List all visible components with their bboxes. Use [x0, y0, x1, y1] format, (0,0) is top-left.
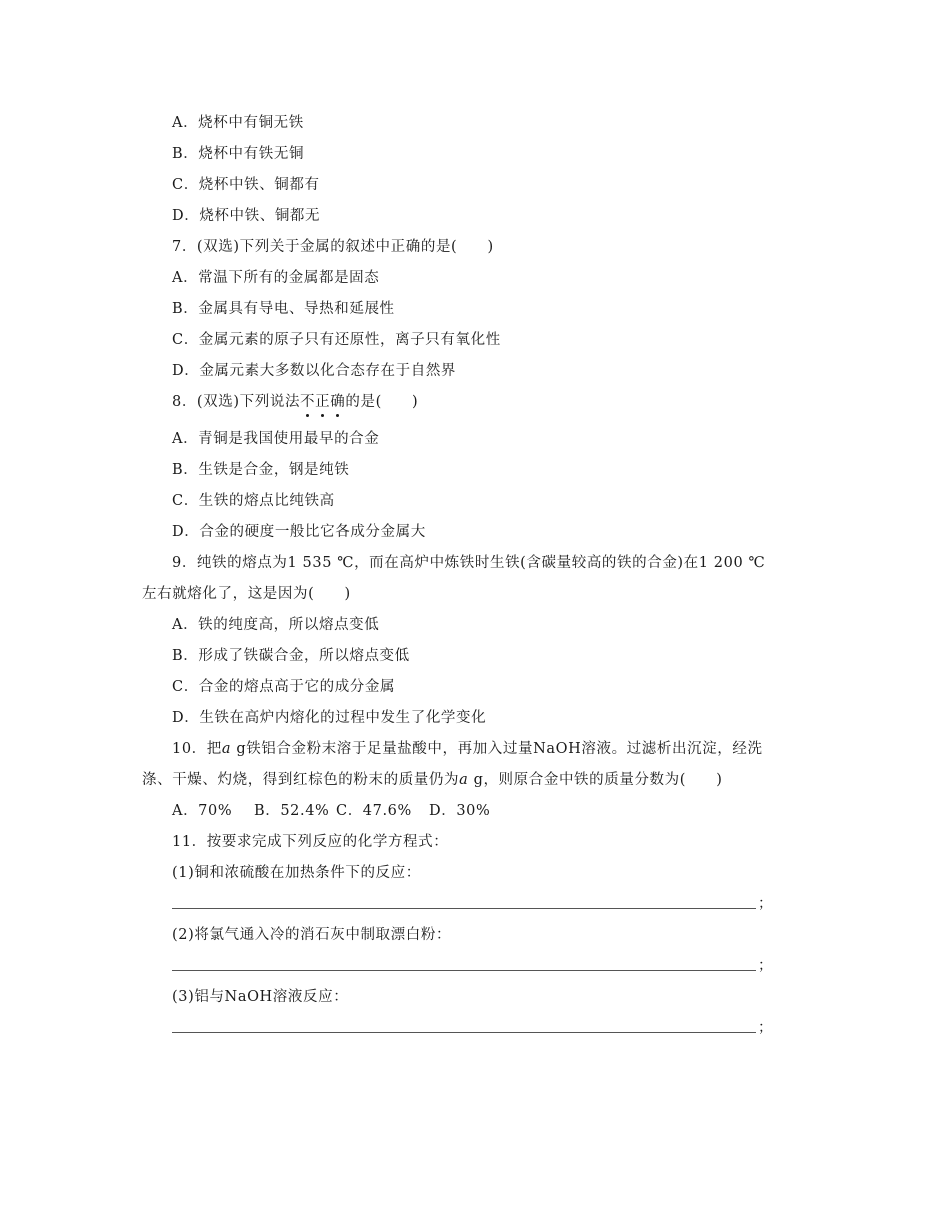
q6-option-b: B．烧杯中有铁无铜	[172, 146, 305, 162]
q6-option-c: C．烧杯中铁、铜都有	[172, 177, 320, 193]
q10-options	[172, 801, 490, 821]
q7-option-d: D．金属元素大多数以化合态存在于自然界	[172, 363, 457, 379]
q9-stem-line1: 9．纯铁的熔点为1 535 ℃，而在高炉中炼铁时生铁(含碳量较高的铁的合金)在1 200 ℃	[172, 555, 766, 571]
q8-stem-pre: 8．(双选)下列说法	[172, 394, 301, 410]
q10-stem-line2	[142, 770, 722, 790]
q7-option-a: A．常温下所有的金属都是固态	[172, 270, 380, 286]
q10-option-a: A．70%	[172, 803, 233, 819]
q10-text: 涤、干燥、灼烧，得到红棕色的粉末的质量仍为	[142, 772, 460, 788]
q11-part3: (3)铝与NaOH溶液反应：	[172, 989, 349, 1005]
q6-option-a: A．烧杯中有铜无铁	[172, 115, 304, 131]
q8-stem	[172, 392, 418, 412]
answer-blank-1[interactable]	[172, 908, 756, 909]
q10-text: g铁铝合金粉末溶于足量盐酸中，再加入过量NaOH溶液。过滤析出沉淀，经洗	[231, 741, 763, 757]
q9-option-c: C．合金的熔点高于它的成分金属	[172, 679, 396, 695]
answer-blank-2[interactable]	[172, 970, 756, 971]
q9-option-b: B．形成了铁碳合金，所以熔点变低	[172, 648, 410, 664]
q11-part2: (2)将氯气通入冷的消石灰中制取漂白粉：	[172, 927, 452, 943]
q9-option-d: D．生铁在高炉内熔化的过程中发生了化学变化	[172, 710, 487, 726]
q11-stem: 11．按要求完成下列反应的化学方程式：	[172, 834, 449, 850]
q9-stem-line2: 左右就熔化了，这是因为( )	[142, 586, 351, 602]
q10-option-d: D．30%	[429, 803, 491, 819]
q7-stem: 7．(双选)下列关于金属的叙述中正确的是( )	[172, 239, 494, 255]
q10-variable-a: a	[221, 741, 232, 757]
q10-option-b: B．52.4%	[254, 803, 330, 819]
q8-emphasis-char: 正	[315, 394, 331, 410]
q8-emphasis-char: 确	[330, 394, 346, 410]
q10-stem-line1	[172, 739, 763, 759]
q9-option-a: A．铁的纯度高，所以熔点变低	[172, 617, 380, 633]
q8-option-d: D．合金的硬度一般比它各成分金属大	[172, 524, 426, 540]
q8-emphasis-char: 不	[300, 394, 316, 410]
q7-option-b: B．金属具有导电、导热和延展性	[172, 301, 395, 317]
answer-semicolon: ；	[758, 896, 773, 912]
q8-option-a: A．青铜是我国使用最早的合金	[172, 431, 380, 447]
q11-part1: (1)铜和浓硫酸在加热条件下的反应：	[172, 865, 421, 881]
q10-variable-a: a	[459, 772, 469, 788]
answer-semicolon: ；	[758, 958, 773, 974]
q8-option-b: B．生铁是合金，钢是纯铁	[172, 462, 350, 478]
q10-text: 10．把	[172, 741, 222, 757]
q6-option-d: D．烧杯中铁、铜都无	[172, 208, 321, 224]
q8-option-c: C．生铁的熔点比纯铁高	[172, 493, 335, 509]
q8-stem-post: 的是( )	[345, 394, 419, 410]
q10-text: g，则原合金中铁的质量分数为( )	[468, 772, 723, 788]
answer-semicolon: ；	[758, 1020, 773, 1036]
q7-option-c: C．金属元素的原子只有还原性，离子只有氧化性	[172, 332, 501, 348]
q10-option-c: C．47.6%	[336, 803, 412, 819]
answer-blank-3[interactable]	[172, 1032, 756, 1033]
